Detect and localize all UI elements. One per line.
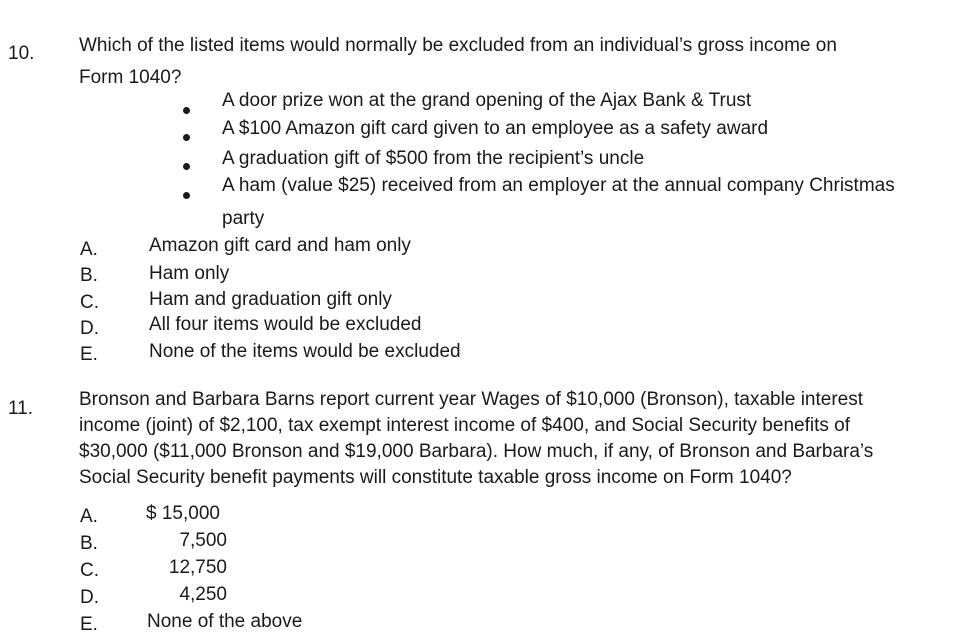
question-11-option-letter: B.: [80, 533, 98, 554]
question-10-stem-line2: Form 1040?: [79, 67, 182, 88]
question-11-stem-line: Bronson and Barbara Barns report current year Wages of $10,000 (Bronson), taxable interest: [79, 389, 864, 410]
question-10-option-letter: D.: [80, 318, 99, 339]
question-11-option-text: None of the above: [147, 611, 303, 632]
question-10-option-text: None of the items would be excluded: [149, 341, 461, 362]
question-11-option-text: 12,750: [168, 557, 227, 578]
question-10-option-text: Ham only: [149, 263, 230, 284]
question-11-option-letter: C.: [80, 560, 99, 581]
question-11-option-letter: D.: [80, 587, 99, 608]
question-10-option-letter: E.: [80, 344, 98, 365]
question-11-option-text: 7,500: [179, 530, 227, 551]
bullet-icon: [183, 192, 190, 199]
bullet-icon: [183, 134, 190, 141]
question-11-stem-line: income (joint) of $2,100, tax exempt interest income of $400, and Social Security benefits of: [79, 415, 850, 436]
question-11-stem-line: Social Security benefit payments will constitute taxable gross income on Form 1040?: [79, 467, 792, 488]
question-10-option-letter: B.: [80, 265, 98, 286]
question-10-option-text: All four items would be excluded: [149, 314, 422, 335]
question-11-stem-line: $30,000 ($11,000 Bronson and $19,000 Barbara). How much, if any, of Bronson and Barbara’s: [79, 441, 874, 462]
question-10-item-continuation: party: [222, 208, 265, 229]
question-10-option-letter: C.: [80, 292, 99, 313]
bullet-icon: [183, 163, 190, 170]
question-11-option-text: 4,250: [179, 584, 227, 605]
bullet-icon: [183, 107, 190, 114]
question-10-stem-line1: Which of the listed items would normally be excluded from an individual’s gross income on: [79, 35, 837, 56]
question-10-option-text: Amazon gift card and ham only: [149, 235, 411, 256]
question-10-number: 10.: [8, 43, 35, 64]
question-10-item: A graduation gift of $500 from the recipient’s uncle: [222, 148, 645, 169]
question-11-number: 11.: [8, 398, 34, 419]
question-10-option-letter: A.: [80, 239, 98, 260]
question-11-option-letter: A.: [80, 506, 98, 527]
question-10-item: A ham (value $25) received from an employer at the annual company Christmas: [222, 175, 895, 196]
question-10-item: A door prize won at the grand opening of the Ajax Bank & Trust: [222, 90, 752, 111]
question-11-option-letter: E.: [80, 614, 98, 635]
question-10-item: A $100 Amazon gift card given to an employee as a safety award: [222, 118, 769, 139]
question-10-option-text: Ham and graduation gift only: [149, 289, 392, 310]
question-11-option-text: $ 15,000: [146, 503, 220, 524]
